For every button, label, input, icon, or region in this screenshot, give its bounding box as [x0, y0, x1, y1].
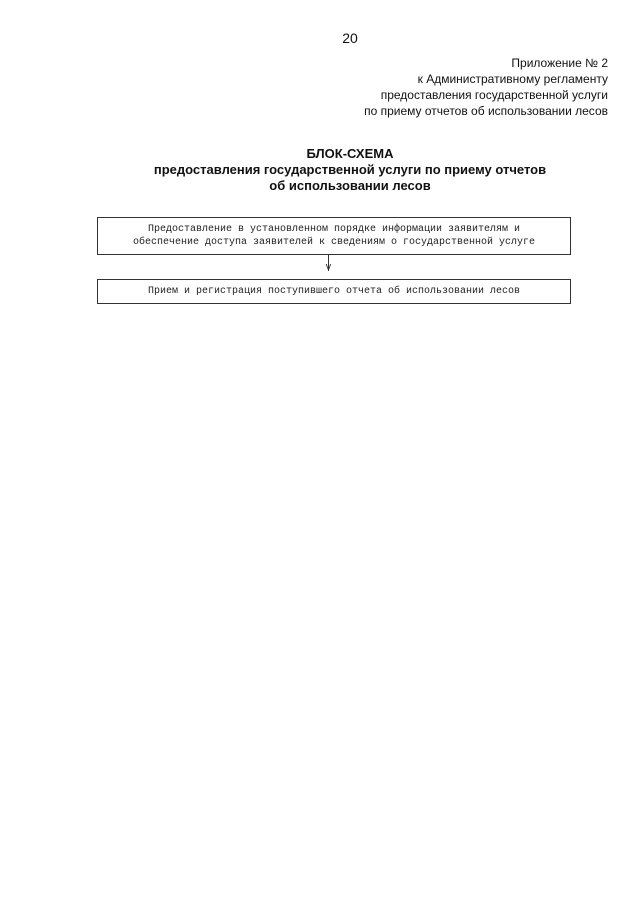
appendix-header [364, 55, 608, 119]
step-text-line: Прием и регистрация поступившего отчета об использовании лесов [147, 286, 521, 297]
document-title [0, 146, 640, 194]
title-heading: БЛОК-СХЕМА [306, 146, 394, 161]
step-text-line: обеспечение доступа заявителей к сведениям о государственной услуге [132, 237, 536, 248]
appendix-line: предоставления государственной услуги [380, 88, 608, 102]
step-text-line: Предоставление в установленном порядке информации заявителям и [147, 224, 521, 235]
appendix-line: Приложение № 2 [511, 56, 608, 70]
title-line: об использовании лесов [269, 178, 431, 193]
arrow-down-icon: V [325, 263, 332, 273]
page-number: 20 [342, 30, 358, 46]
flowchart-step-information [97, 217, 571, 255]
flowchart-step-registration [97, 279, 571, 304]
appendix-line: к Административному регламенту [417, 72, 608, 86]
appendix-line: по приему отчетов об использовании лесов [364, 104, 608, 118]
title-line: предоставления государственной услуги по приему отчетов [153, 162, 547, 177]
